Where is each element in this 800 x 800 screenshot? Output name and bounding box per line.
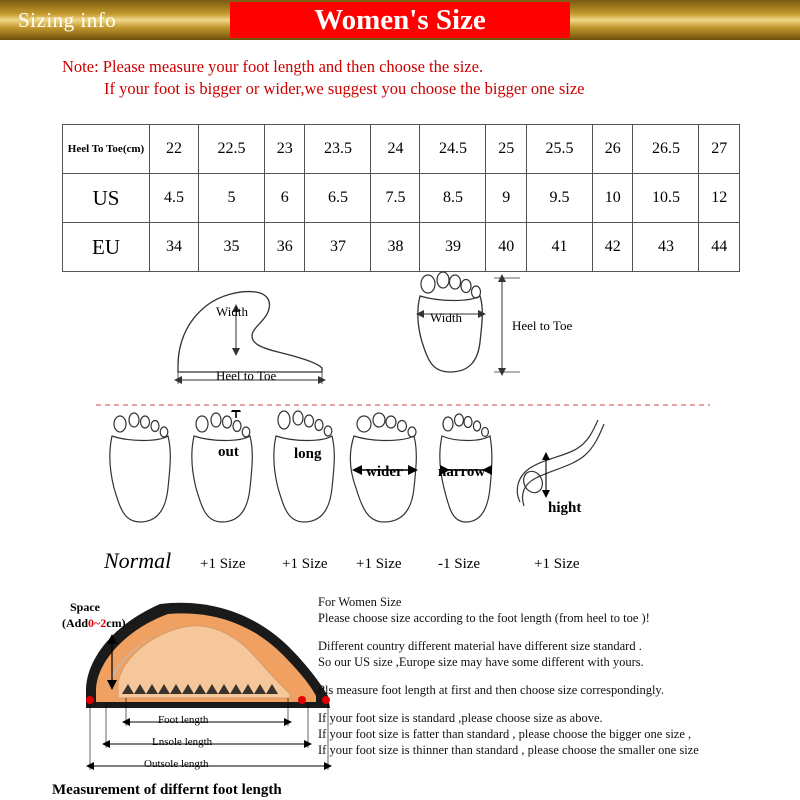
cell: 10.5 — [633, 174, 699, 223]
cell: 22 — [150, 125, 199, 174]
space-label: Space — [70, 600, 100, 614]
cell: 39 — [420, 223, 486, 272]
cell: 40 — [486, 223, 526, 272]
cell: 27 — [699, 125, 740, 174]
cell: 25.5 — [526, 125, 592, 174]
cell: 9.5 — [526, 174, 592, 223]
annotation-height: hight — [548, 500, 582, 516]
dimension-insole-length: Lnsole length — [152, 736, 213, 748]
space-value-label — [62, 616, 126, 631]
caption-plus-one-a: +1 Size — [200, 556, 246, 572]
guidance-line: So our US size ,Europe size may have some different with yours. — [318, 655, 644, 669]
cell: 9 — [486, 174, 526, 223]
cell: 37 — [305, 223, 371, 272]
guidance-block-4 — [318, 710, 788, 758]
cell: 22.5 — [198, 125, 264, 174]
row-header-heel-to-toe: Heel To Toe(cm) — [63, 125, 150, 174]
divider — [0, 402, 800, 408]
dimension-outsole-length: Outsole length — [144, 758, 209, 770]
cell: 8.5 — [420, 174, 486, 223]
foot-long — [274, 411, 334, 522]
note-line-2: If your foot is bigger or wider,we suggest you choose the bigger one size — [104, 79, 585, 98]
side-foot-outline — [178, 292, 322, 372]
table-row — [63, 223, 740, 272]
guidance-line: If your foot size is standard ,please choose size as above. — [318, 711, 603, 725]
top-heel-to-toe-label: Heel to Toe — [512, 318, 573, 333]
table-row — [63, 174, 740, 223]
page-header — [0, 0, 800, 40]
guidance-line: If your foot size is thinner than standard , please choose the smaller one size — [318, 743, 699, 757]
row-header-eu: EU — [63, 223, 150, 272]
cell: 24.5 — [420, 125, 486, 174]
annotation-long: long — [294, 446, 322, 462]
bottom-section — [0, 586, 800, 800]
cell: 38 — [371, 223, 420, 272]
annotation-wider: wider — [366, 464, 403, 480]
space-prefix: (Add — [62, 616, 89, 630]
guidance-block-2 — [318, 638, 788, 670]
space-unit: cm) — [106, 616, 126, 630]
guidance-line: For Women Size — [318, 595, 402, 609]
side-width-label: Width — [216, 304, 248, 319]
side-heel-to-toe-label: Heel to Toe — [216, 368, 277, 383]
guidance-block-1 — [318, 594, 788, 626]
cell: 43 — [633, 223, 699, 272]
caption-plus-one-b: +1 Size — [282, 556, 328, 572]
guidance-block-3 — [318, 682, 788, 698]
dimension-foot-length: Foot length — [158, 714, 209, 726]
space-range: 0~2 — [88, 616, 107, 630]
size-conversion-table — [62, 124, 740, 272]
cell: 24 — [371, 125, 420, 174]
row-header-us: US — [63, 174, 150, 223]
marker-dot-mid — [298, 696, 306, 704]
cell: 36 — [265, 223, 305, 272]
table-row — [63, 125, 740, 174]
cell: 10 — [592, 174, 632, 223]
foot-diagram-area — [0, 268, 800, 586]
cell: 34 — [150, 223, 199, 272]
cell: 5 — [198, 174, 264, 223]
annotation-narrow: narrow — [438, 464, 486, 480]
note-line-1: Note: Please measure your foot length and then choose the size. — [62, 57, 484, 76]
cell: 4.5 — [150, 174, 199, 223]
cell: 44 — [699, 223, 740, 272]
guidance-line: Pls measure foot length at first and then choose size correspondingly. — [318, 683, 664, 697]
annotation-out: out — [218, 444, 239, 460]
measurement-note — [62, 56, 742, 100]
size-guidance-text — [318, 594, 788, 770]
ankle-height-diagram — [517, 420, 604, 506]
cell: 26 — [592, 125, 632, 174]
cell: 6.5 — [305, 174, 371, 223]
cell: 35 — [198, 223, 264, 272]
guidance-line: Different country different material have different size standard . — [318, 639, 642, 653]
cell: 6 — [265, 174, 305, 223]
top-foot-outline — [418, 296, 482, 372]
foot-measure-diagrams — [0, 268, 800, 408]
top-width-label: Width — [430, 310, 462, 325]
cell: 41 — [526, 223, 592, 272]
cell: 26.5 — [633, 125, 699, 174]
foot-out — [192, 410, 252, 522]
sizing-info-label: Sizing info — [18, 7, 117, 32]
guidance-line: Please choose size according to the foot length (from heel to toe )! — [318, 611, 650, 625]
caption-plus-one-d: +1 Size — [534, 556, 580, 572]
cell: 23 — [265, 125, 305, 174]
cell: 42 — [592, 223, 632, 272]
marker-dot-left — [86, 696, 94, 704]
cell: 23.5 — [305, 125, 371, 174]
guidance-line: If your foot size is fatter than standard , please choose the bigger one size , — [318, 727, 692, 741]
cell: 7.5 — [371, 174, 420, 223]
cell: 12 — [699, 174, 740, 223]
foot-normal — [110, 413, 170, 522]
caption-normal: Normal — [104, 548, 172, 573]
caption-minus-one: -1 Size — [438, 556, 481, 572]
measurement-caption: Measurement of differnt foot length — [52, 782, 282, 798]
cell: 25 — [486, 125, 526, 174]
top-foot-toes — [421, 272, 481, 298]
caption-plus-one-c: +1 Size — [356, 556, 402, 572]
page-title: Women's Size — [230, 2, 570, 38]
